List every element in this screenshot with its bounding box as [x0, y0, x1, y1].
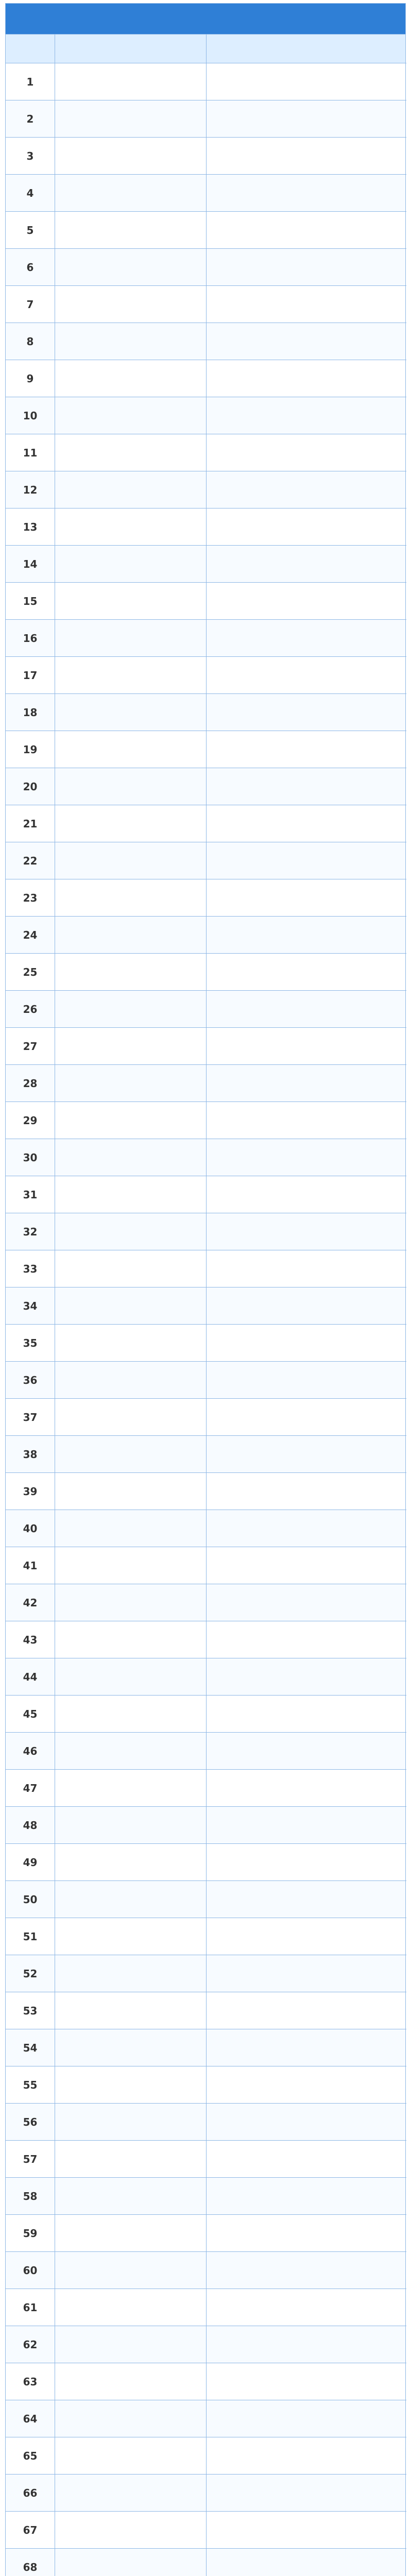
row-point-name: [55, 842, 207, 879]
row-point-address: [207, 842, 406, 879]
row-point-name: [55, 805, 207, 842]
row-index: 48: [6, 1807, 55, 1844]
row-point-address: [207, 1325, 406, 1362]
table-row: [6, 2512, 405, 2549]
row-point-address: [207, 1770, 406, 1807]
row-index: 62: [6, 2326, 55, 2363]
row-point-name: [55, 1287, 207, 1325]
row-index: 10: [6, 397, 55, 434]
row-index: 55: [6, 2066, 55, 2104]
table-row: [6, 2141, 405, 2178]
row-point-name: [55, 286, 207, 323]
row-index: 38: [6, 1436, 55, 1473]
row-point-address: [207, 546, 406, 583]
row-index: 18: [6, 694, 55, 731]
row-point-address: [207, 323, 406, 360]
row-index: 66: [6, 2475, 55, 2512]
row-point-name: [55, 1065, 207, 1102]
row-index: 51: [6, 1918, 55, 1955]
row-index: 24: [6, 917, 55, 954]
table-row: [6, 694, 405, 731]
row-index: 60: [6, 2252, 55, 2289]
table-row: [6, 509, 405, 546]
row-point-name: [55, 1658, 207, 1696]
row-point-address: [207, 1955, 406, 1992]
row-index: 5: [6, 212, 55, 249]
row-index: 14: [6, 546, 55, 583]
row-index: 21: [6, 805, 55, 842]
row-point-name: [55, 1102, 207, 1139]
table-row: [6, 138, 405, 175]
row-point-address: [207, 2363, 406, 2400]
row-point-address: [207, 1992, 406, 2029]
row-point-name: [55, 2326, 207, 2363]
row-point-name: [55, 1436, 207, 1473]
row-point-address: [207, 1176, 406, 1213]
row-point-name: [55, 2178, 207, 2215]
table-row: [6, 2066, 405, 2104]
table-row: [6, 471, 405, 509]
table-row: [6, 1287, 405, 1325]
row-point-address: [207, 1362, 406, 1399]
table-row: [6, 1807, 405, 1844]
row-index: 29: [6, 1102, 55, 1139]
row-point-address: [207, 1696, 406, 1733]
row-point-name: [55, 100, 207, 138]
row-index: 64: [6, 2400, 55, 2437]
row-point-name: [55, 1547, 207, 1584]
row-point-name: [55, 1844, 207, 1881]
table-row: [6, 1399, 405, 1436]
table-row: [6, 175, 405, 212]
table-row: [6, 360, 405, 397]
table-row: [6, 1139, 405, 1176]
row-index: 17: [6, 657, 55, 694]
row-point-name: [55, 434, 207, 471]
row-point-address: [207, 1510, 406, 1547]
table-row: [6, 100, 405, 138]
table-row: [6, 1547, 405, 1584]
table-row: [6, 1881, 405, 1918]
row-index: 46: [6, 1733, 55, 1770]
row-point-name: [55, 1584, 207, 1621]
table-row: [6, 2475, 405, 2512]
row-point-address: [207, 2475, 406, 2512]
row-index: 42: [6, 1584, 55, 1621]
row-point-name: [55, 1807, 207, 1844]
row-point-address: [207, 1844, 406, 1881]
row-point-address: [207, 434, 406, 471]
row-index: 28: [6, 1065, 55, 1102]
row-point-name: [55, 1250, 207, 1287]
row-point-name: [55, 138, 207, 175]
row-point-address: [207, 138, 406, 175]
row-point-address: [207, 805, 406, 842]
table-row: [6, 1065, 405, 1102]
row-point-address: [207, 2215, 406, 2252]
header-point-name: [55, 35, 207, 63]
row-index: 47: [6, 1770, 55, 1807]
row-point-address: [207, 1473, 406, 1510]
table-row: [6, 805, 405, 842]
row-point-address: [207, 249, 406, 286]
row-point-name: [55, 917, 207, 954]
row-point-address: [207, 768, 406, 805]
table-row: [6, 620, 405, 657]
table-row: [6, 1325, 405, 1362]
row-index: 52: [6, 1955, 55, 1992]
row-point-name: [55, 1139, 207, 1176]
table-row: [6, 2178, 405, 2215]
row-index: 7: [6, 286, 55, 323]
row-index: 6: [6, 249, 55, 286]
table-row: [6, 1658, 405, 1696]
row-index: 27: [6, 1028, 55, 1065]
row-point-name: [55, 1362, 207, 1399]
row-point-name: [55, 2104, 207, 2141]
row-point-name: [55, 2437, 207, 2475]
table-row: [6, 1436, 405, 1473]
row-point-address: [207, 1065, 406, 1102]
row-point-address: [207, 2104, 406, 2141]
row-point-name: [55, 63, 207, 100]
row-index: 68: [6, 2549, 55, 2576]
row-point-name: [55, 1918, 207, 1955]
row-index: 16: [6, 620, 55, 657]
row-index: 22: [6, 842, 55, 879]
table-row: [6, 1955, 405, 1992]
table-row: [6, 842, 405, 879]
row-point-name: [55, 1696, 207, 1733]
table-row: [6, 434, 405, 471]
table-row: [6, 768, 405, 805]
table-row: [6, 657, 405, 694]
row-point-address: [207, 1250, 406, 1287]
row-index: 12: [6, 471, 55, 509]
row-point-name: [55, 175, 207, 212]
row-point-address: [207, 2437, 406, 2475]
row-point-address: [207, 2141, 406, 2178]
row-point-name: [55, 879, 207, 917]
row-point-name: [55, 991, 207, 1028]
row-point-address: [207, 2549, 406, 2576]
table-row: [6, 1844, 405, 1881]
row-point-name: [55, 1992, 207, 2029]
table-row: [6, 1473, 405, 1510]
row-index: 54: [6, 2029, 55, 2066]
table-row: [6, 917, 405, 954]
row-point-name: [55, 583, 207, 620]
row-point-name: [55, 2141, 207, 2178]
row-point-name: [55, 2549, 207, 2576]
table-row: [6, 1028, 405, 1065]
row-point-address: [207, 1658, 406, 1696]
row-point-address: [207, 2252, 406, 2289]
row-index: 65: [6, 2437, 55, 2475]
row-point-address: [207, 2400, 406, 2437]
row-index: 15: [6, 583, 55, 620]
row-point-name: [55, 2512, 207, 2549]
row-point-address: [207, 2326, 406, 2363]
row-point-name: [55, 1955, 207, 1992]
row-index: 13: [6, 509, 55, 546]
table-body: [6, 63, 405, 2576]
row-point-name: [55, 2289, 207, 2326]
row-point-address: [207, 620, 406, 657]
row-index: 40: [6, 1510, 55, 1547]
row-index: 23: [6, 879, 55, 917]
row-point-address: [207, 1621, 406, 1658]
row-point-address: [207, 1436, 406, 1473]
row-point-address: [207, 360, 406, 397]
row-point-address: [207, 1028, 406, 1065]
row-point-address: [207, 1102, 406, 1139]
row-point-name: [55, 731, 207, 768]
row-point-name: [55, 546, 207, 583]
table-row: [6, 212, 405, 249]
table-row: [6, 1362, 405, 1399]
header-index: [6, 35, 55, 63]
row-point-name: [55, 1213, 207, 1250]
row-point-name: [55, 2400, 207, 2437]
row-point-address: [207, 657, 406, 694]
row-point-address: [207, 1584, 406, 1621]
row-index: 43: [6, 1621, 55, 1658]
row-index: 56: [6, 2104, 55, 2141]
row-point-address: [207, 954, 406, 991]
row-index: 19: [6, 731, 55, 768]
row-point-address: [207, 509, 406, 546]
row-point-address: [207, 1918, 406, 1955]
row-point-address: [207, 212, 406, 249]
row-point-address: [207, 731, 406, 768]
header-point-address: [207, 35, 406, 63]
table-row: [6, 2549, 405, 2576]
row-point-name: [55, 2029, 207, 2066]
row-point-name: [55, 1510, 207, 1547]
row-point-address: [207, 1399, 406, 1436]
row-index: 2: [6, 100, 55, 138]
row-point-address: [207, 286, 406, 323]
row-point-name: [55, 397, 207, 434]
table-row: [6, 397, 405, 434]
table-row: [6, 1510, 405, 1547]
row-index: 37: [6, 1399, 55, 1436]
row-point-name: [55, 1028, 207, 1065]
row-point-address: [207, 2066, 406, 2104]
table-row: [6, 2326, 405, 2363]
row-point-name: [55, 2215, 207, 2252]
table-row: [6, 1621, 405, 1658]
row-point-address: [207, 1807, 406, 1844]
table-row: [6, 1770, 405, 1807]
table-row: [6, 2400, 405, 2437]
row-point-name: [55, 1770, 207, 1807]
row-index: 8: [6, 323, 55, 360]
row-point-address: [207, 471, 406, 509]
row-index: 57: [6, 2141, 55, 2178]
row-point-name: [55, 954, 207, 991]
row-point-address: [207, 175, 406, 212]
table-row: [6, 1213, 405, 1250]
row-index: 35: [6, 1325, 55, 1362]
row-point-address: [207, 1881, 406, 1918]
row-point-address: [207, 2029, 406, 2066]
row-point-name: [55, 1399, 207, 1436]
row-point-address: [207, 2512, 406, 2549]
table-row: [6, 286, 405, 323]
row-point-address: [207, 100, 406, 138]
row-index: 9: [6, 360, 55, 397]
row-index: 44: [6, 1658, 55, 1696]
row-point-name: [55, 471, 207, 509]
table-row: [6, 879, 405, 917]
row-index: 49: [6, 1844, 55, 1881]
table-row: [6, 1696, 405, 1733]
row-point-name: [55, 620, 207, 657]
row-index: 63: [6, 2363, 55, 2400]
row-point-address: [207, 583, 406, 620]
row-point-name: [55, 2363, 207, 2400]
row-point-name: [55, 694, 207, 731]
row-point-address: [207, 1547, 406, 1584]
row-point-address: [207, 2289, 406, 2326]
row-point-address: [207, 991, 406, 1028]
row-point-name: [55, 1325, 207, 1362]
row-index: 33: [6, 1250, 55, 1287]
table-title: [6, 4, 405, 35]
row-point-name: [55, 2066, 207, 2104]
row-index: 36: [6, 1362, 55, 1399]
row-index: 50: [6, 1881, 55, 1918]
table-row: [6, 731, 405, 768]
table-row: [6, 2363, 405, 2400]
row-point-name: [55, 1176, 207, 1213]
row-point-name: [55, 2252, 207, 2289]
table-row: [6, 583, 405, 620]
row-index: 45: [6, 1696, 55, 1733]
row-index: 41: [6, 1547, 55, 1584]
row-point-address: [207, 1213, 406, 1250]
row-index: 4: [6, 175, 55, 212]
table-row: [6, 991, 405, 1028]
row-index: 1: [6, 63, 55, 100]
table-row: [6, 323, 405, 360]
row-point-name: [55, 1733, 207, 1770]
row-point-name: [55, 509, 207, 546]
table-header-row: [6, 35, 405, 63]
row-point-address: [207, 1733, 406, 1770]
table-row: [6, 546, 405, 583]
row-point-address: [207, 694, 406, 731]
row-index: 58: [6, 2178, 55, 2215]
row-point-address: [207, 397, 406, 434]
table-row: [6, 63, 405, 100]
row-index: 34: [6, 1287, 55, 1325]
row-index: 53: [6, 1992, 55, 2029]
table-row: [6, 1250, 405, 1287]
row-index: 59: [6, 2215, 55, 2252]
row-index: 67: [6, 2512, 55, 2549]
row-index: 30: [6, 1139, 55, 1176]
table-row: [6, 1733, 405, 1770]
row-point-address: [207, 63, 406, 100]
collection-points-table: [5, 3, 406, 2576]
row-index: 61: [6, 2289, 55, 2326]
table-row: [6, 1102, 405, 1139]
row-point-address: [207, 2178, 406, 2215]
row-point-name: [55, 1473, 207, 1510]
row-index: 11: [6, 434, 55, 471]
row-point-name: [55, 657, 207, 694]
table-row: [6, 1584, 405, 1621]
table-row: [6, 1918, 405, 1955]
table-row: [6, 1992, 405, 2029]
table-row: [6, 249, 405, 286]
row-point-name: [55, 212, 207, 249]
table-row: [6, 2029, 405, 2066]
row-index: 39: [6, 1473, 55, 1510]
table-row: [6, 2252, 405, 2289]
row-point-name: [55, 360, 207, 397]
row-point-name: [55, 1621, 207, 1658]
row-index: 26: [6, 991, 55, 1028]
row-index: 25: [6, 954, 55, 991]
row-point-address: [207, 879, 406, 917]
row-point-address: [207, 1287, 406, 1325]
row-index: 31: [6, 1176, 55, 1213]
row-index: 32: [6, 1213, 55, 1250]
table-row: [6, 2104, 405, 2141]
row-point-address: [207, 917, 406, 954]
table-row: [6, 1176, 405, 1213]
table-row: [6, 2215, 405, 2252]
row-index: 20: [6, 768, 55, 805]
row-point-name: [55, 323, 207, 360]
table-row: [6, 954, 405, 991]
row-point-name: [55, 249, 207, 286]
table-row: [6, 2289, 405, 2326]
table-row: [6, 2437, 405, 2475]
row-point-name: [55, 2475, 207, 2512]
row-point-name: [55, 1881, 207, 1918]
row-point-address: [207, 1139, 406, 1176]
row-point-name: [55, 768, 207, 805]
row-index: 3: [6, 138, 55, 175]
